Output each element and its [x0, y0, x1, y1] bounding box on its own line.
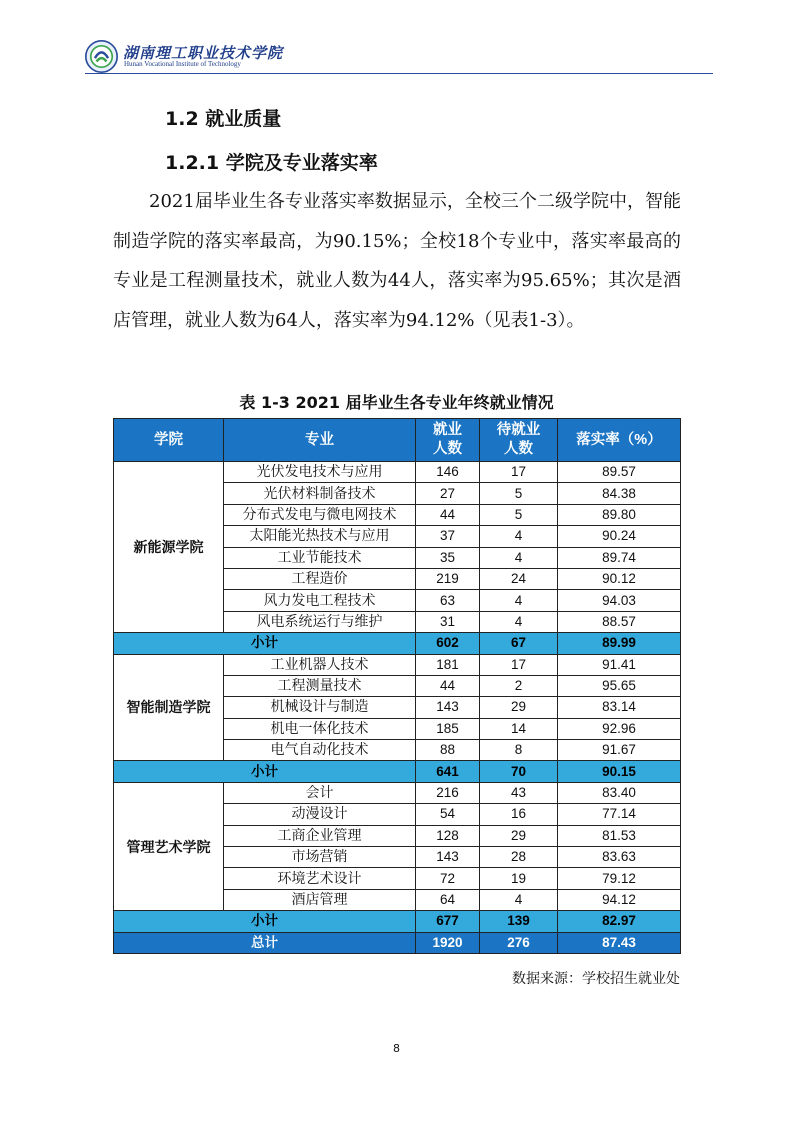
- pending-cell: 16: [480, 804, 558, 825]
- header-rate: 落实率（%）: [558, 419, 681, 462]
- major-cell: 工程造价: [224, 568, 416, 589]
- employed-cell: 35: [416, 547, 480, 568]
- rate-cell: 79.12: [558, 868, 681, 889]
- subtotal-rate: 89.99: [558, 633, 681, 654]
- school-name-cn: 湖南理工职业技术学院: [123, 44, 284, 62]
- subtotal-rate: 90.15: [558, 761, 681, 782]
- table-row: [114, 782, 681, 803]
- major-cell: 环境艺术设计: [224, 868, 416, 889]
- employed-cell: 128: [416, 825, 480, 846]
- header-college: 学院: [114, 419, 224, 462]
- pending-cell: 8: [480, 740, 558, 761]
- major-cell: 机械设计与制造: [224, 697, 416, 718]
- rate-cell: 90.24: [558, 526, 681, 547]
- header-pending: 待就业 人数: [480, 419, 558, 462]
- header-divider: [85, 73, 713, 74]
- pending-cell: 24: [480, 568, 558, 589]
- rate-cell: 83.40: [558, 782, 681, 803]
- rate-cell: 90.12: [558, 568, 681, 589]
- subtotal-employed: 677: [416, 911, 480, 932]
- subtotal-row: [114, 911, 681, 932]
- major-cell: 电气自动化技术: [224, 740, 416, 761]
- header-major: 专业: [224, 419, 416, 462]
- subtotal-pending: 139: [480, 911, 558, 932]
- employed-cell: 72: [416, 868, 480, 889]
- employed-cell: 63: [416, 590, 480, 611]
- major-cell: 光伏发电技术与应用: [224, 462, 416, 483]
- employed-cell: 44: [416, 675, 480, 696]
- subtotal-employed: 641: [416, 761, 480, 782]
- rate-cell: 83.63: [558, 847, 681, 868]
- pending-cell: 29: [480, 697, 558, 718]
- employed-cell: 181: [416, 654, 480, 675]
- pending-cell: 14: [480, 718, 558, 739]
- major-cell: 风力发电工程技术: [224, 590, 416, 611]
- subtotal-pending: 67: [480, 633, 558, 654]
- header-employed: 就业 人数: [416, 419, 480, 462]
- subsection-heading: 1.2.1 学院及专业落实率: [165, 152, 378, 174]
- major-cell: 市场营销: [224, 847, 416, 868]
- data-source-note: 数据来源：学校招生就业处: [512, 971, 680, 987]
- major-cell: 太阳能光热技术与应用: [224, 526, 416, 547]
- rate-cell: 91.41: [558, 654, 681, 675]
- subtotal-label: 小计: [114, 761, 416, 782]
- employed-cell: 216: [416, 782, 480, 803]
- major-cell: 分布式发电与微电网技术: [224, 504, 416, 525]
- major-cell: 工程测量技术: [224, 675, 416, 696]
- pending-cell: 19: [480, 868, 558, 889]
- table-row: [114, 654, 681, 675]
- rate-cell: 91.67: [558, 740, 681, 761]
- pending-cell: 17: [480, 462, 558, 483]
- pending-cell: 4: [480, 526, 558, 547]
- employed-cell: 27: [416, 483, 480, 504]
- rate-cell: 77.14: [558, 804, 681, 825]
- paragraph-text: 2021届毕业生各专业落实率数据显示，全校三个二级学院中，智能制造学院的落实率最高，为90.15%；全校18个专业中，落实率最高的专业是工程测量技术，就业人数为44人，落实率为95.65%；其次是酒店管理，就业人数为64人，落实率为94.12%（见表1-3）。: [113, 191, 681, 331]
- rate-cell: 94.03: [558, 590, 681, 611]
- total-label: 总计: [114, 932, 416, 953]
- table-header-row: [114, 419, 681, 462]
- rate-cell: 89.74: [558, 547, 681, 568]
- pending-cell: 4: [480, 590, 558, 611]
- major-cell: 酒店管理: [224, 889, 416, 910]
- pending-cell: 5: [480, 504, 558, 525]
- college-cell: 管理艺术学院: [114, 782, 224, 910]
- pending-cell: 43: [480, 782, 558, 803]
- table-body: [114, 462, 681, 954]
- employed-cell: 37: [416, 526, 480, 547]
- major-cell: 风电系统运行与维护: [224, 611, 416, 632]
- rate-cell: 92.96: [558, 718, 681, 739]
- major-cell: 光伏材料制备技术: [224, 483, 416, 504]
- page-header: [85, 40, 713, 76]
- school-name-en: Hunan Vocational Institute of Technology: [124, 60, 241, 68]
- rate-cell: 81.53: [558, 825, 681, 846]
- college-cell: 智能制造学院: [114, 654, 224, 761]
- page-number: 8: [393, 1042, 400, 1055]
- employed-cell: 146: [416, 462, 480, 483]
- employment-table: [113, 418, 681, 954]
- total-employed: 1920: [416, 932, 480, 953]
- subtotal-row: [114, 633, 681, 654]
- pending-cell: 4: [480, 611, 558, 632]
- total-row: [114, 932, 681, 953]
- employed-cell: 185: [416, 718, 480, 739]
- employed-cell: 219: [416, 568, 480, 589]
- table-row: [114, 462, 681, 483]
- pending-cell: 4: [480, 547, 558, 568]
- employed-cell: 54: [416, 804, 480, 825]
- pending-cell: 5: [480, 483, 558, 504]
- subtotal-label: 小计: [114, 633, 416, 654]
- body-paragraph: [113, 182, 681, 340]
- subtotal-rate: 82.97: [558, 911, 681, 932]
- pending-cell: 29: [480, 825, 558, 846]
- total-pending: 276: [480, 932, 558, 953]
- rate-cell: 94.12: [558, 889, 681, 910]
- major-cell: 会计: [224, 782, 416, 803]
- employed-cell: 143: [416, 847, 480, 868]
- college-cell: 新能源学院: [114, 462, 224, 633]
- subtotal-row: [114, 761, 681, 782]
- pending-cell: 17: [480, 654, 558, 675]
- employed-cell: 31: [416, 611, 480, 632]
- section-heading: 1.2 就业质量: [165, 108, 282, 130]
- rate-cell: 88.57: [558, 611, 681, 632]
- employed-cell: 44: [416, 504, 480, 525]
- school-logo-icon: [85, 40, 118, 73]
- rate-cell: 84.38: [558, 483, 681, 504]
- rate-cell: 95.65: [558, 675, 681, 696]
- employed-cell: 88: [416, 740, 480, 761]
- subtotal-pending: 70: [480, 761, 558, 782]
- employed-cell: 143: [416, 697, 480, 718]
- table-caption: 表 1-3 2021 届毕业生各专业年终就业情况: [239, 393, 554, 412]
- rate-cell: 83.14: [558, 697, 681, 718]
- total-rate: 87.43: [558, 932, 681, 953]
- rate-cell: 89.57: [558, 462, 681, 483]
- major-cell: 工商企业管理: [224, 825, 416, 846]
- pending-cell: 28: [480, 847, 558, 868]
- rate-cell: 89.80: [558, 504, 681, 525]
- major-cell: 机电一体化技术: [224, 718, 416, 739]
- pending-cell: 4: [480, 889, 558, 910]
- major-cell: 工业节能技术: [224, 547, 416, 568]
- subtotal-employed: 602: [416, 633, 480, 654]
- subtotal-label: 小计: [114, 911, 416, 932]
- employed-cell: 64: [416, 889, 480, 910]
- major-cell: 动漫设计: [224, 804, 416, 825]
- major-cell: 工业机器人技术: [224, 654, 416, 675]
- pending-cell: 2: [480, 675, 558, 696]
